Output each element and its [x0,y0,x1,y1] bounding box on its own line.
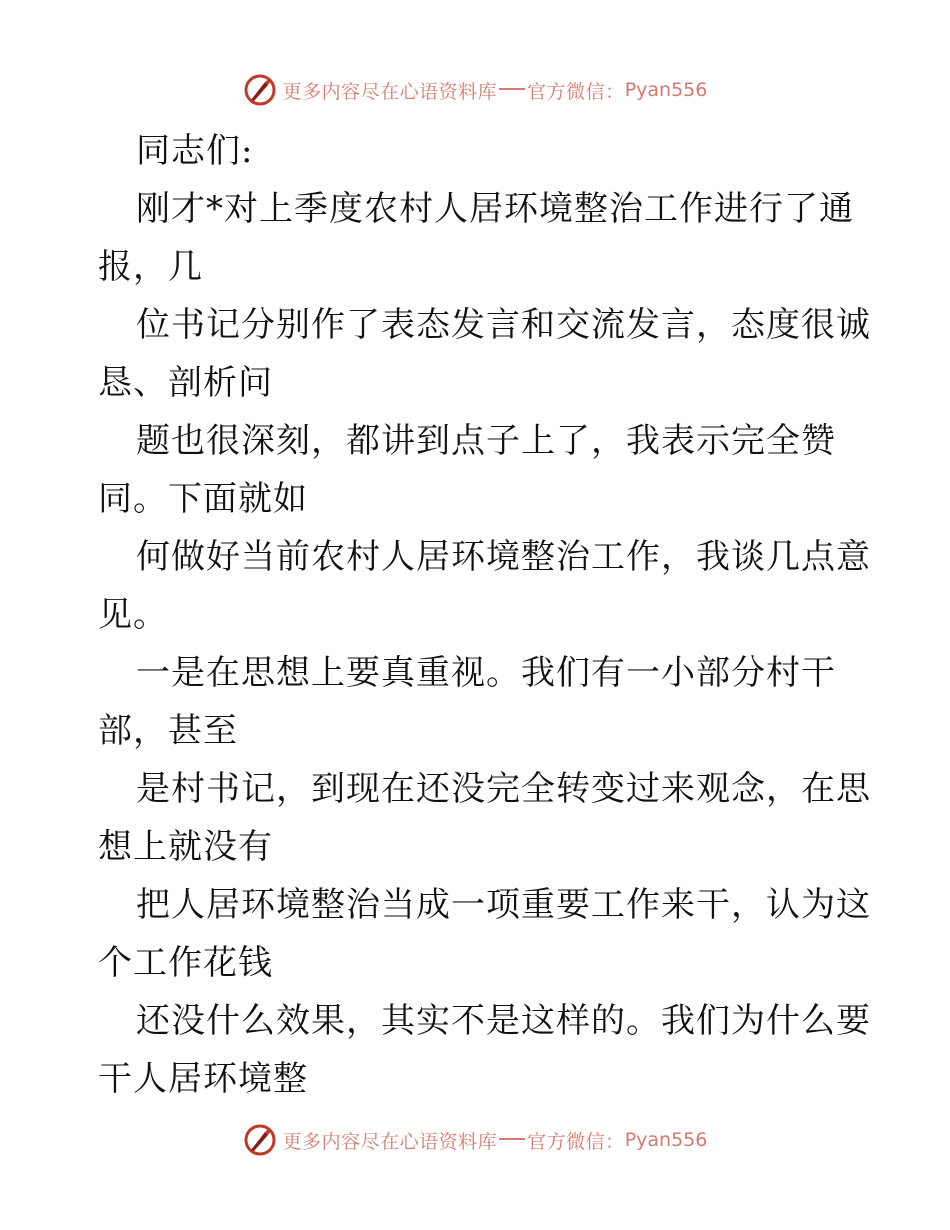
text-line: 部，甚至 [98,711,238,751]
watermark-dash [499,1138,525,1140]
text-line: 想上就没有 [98,827,273,867]
watermark-dash [499,88,525,90]
text-line: 一是在思想上要真重视。我们有一小部分村干 [136,653,836,693]
watermark-text: 更多内容尽在心语资料库 [282,1130,498,1153]
text-line: 干人居环境整 [98,1059,308,1099]
text-line: 何做好当前农村人居环境整治工作，我谈几点意 [136,537,871,577]
watermark-wechat-id: Pyan556 [624,1129,708,1151]
text-line: 还没什么效果，其实不是这样的。我们为什么要 [136,1001,871,1041]
quill-logo-icon [243,1123,277,1157]
text-line: 题也很深刻，都讲到点子上了，我表示完全赞 [136,421,836,461]
text-line: 是村书记，到现在还没完全转变过来观念，在思 [136,769,871,809]
watermark-wechat-id: Pyan556 [624,79,708,101]
document-body [98,122,871,1108]
watermark-text: 更多内容尽在心语资料库 [282,80,498,103]
text-line: 个工作花钱 [98,943,273,983]
text-line: 恳、剖析问 [98,363,273,403]
text-line: 刚才*对上季度农村人居环境整治工作进行了通 [136,189,854,229]
text-line: 同志们: [136,131,254,171]
text-line: 把人居环境整治当成一项重要工作来干，认为这 [136,885,871,925]
text-line: 见。 [98,595,168,635]
text-line: 同。下面就如 [98,479,308,519]
quill-logo-icon [243,73,277,107]
text-line: 位书记分别作了表态发言和交流发言，态度很诚 [136,305,871,345]
text-line: 报，几 [98,247,203,287]
footer-watermark [0,1120,950,1160]
watermark-wechat-label: 官方微信： [527,1130,625,1153]
watermark-wechat-label: 官方微信： [527,80,625,103]
header-watermark [0,70,950,110]
